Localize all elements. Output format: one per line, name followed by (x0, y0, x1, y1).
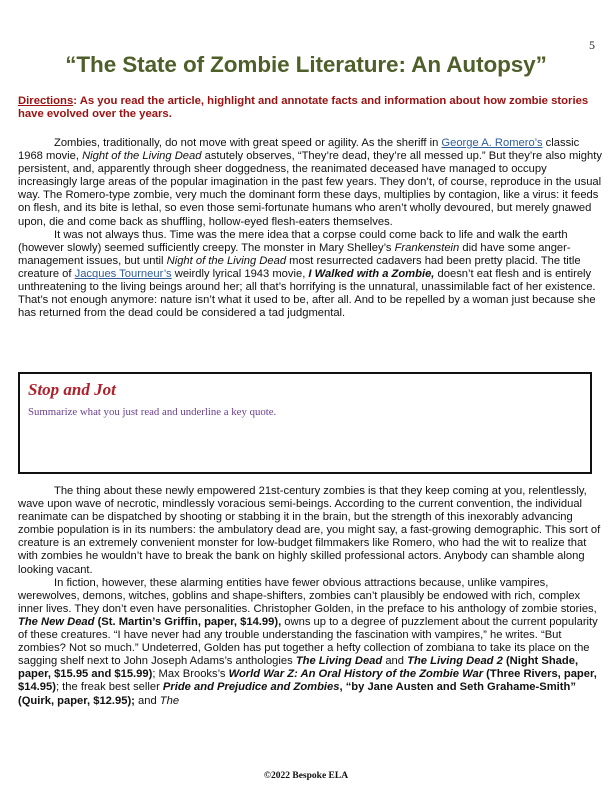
para1-text-3: astutely observes, “They’re dead, they’re all messed up.” But they’re also mighty persistent, and, apparently through sheer doggedness, the reanimated deceased have managed to occupy increasingly large areas of the popular imagination in the past few years. They don’t, of course, reproduce in the usual way. The Romero-type zombie, very much the dominant form these days, multiplies by contagion, like a virus: it feeds on flesh, and its bite is lethal, so even those semi-fortunate humans who aren’t wholly devoured, but merely gnawed upon, die and come back as shuffling, hollow-eyed flesh-eaters themselves. (18, 150, 602, 228)
para1-text-1: Zombies, traditionally, do not move with great speed or agility. As the sheriff in (54, 137, 442, 149)
para4-text-1: In fiction, however, these alarming entities have fewer obvious attractions because, unlike vampires, werewolves, demons, witches, goblins and shape-shifters, zombies can’t plausibly be endowed with rich, complex inner lives. They don’t even have personalities. Christopher Golden, in the preface to his anthology of zombie stories, (18, 576, 597, 615)
paragraph-4 (18, 577, 603, 708)
para2-movie-title: Night of the Living Dead (166, 254, 287, 267)
para4-new-dead-pub: (St. Martin’s Griffin, paper, $14.99), (94, 615, 282, 628)
article-title: “The State of Zombie Literature: An Autopsy” (65, 52, 547, 77)
para4-living-dead: The Living Dead (295, 655, 383, 668)
para4-pride-prejudice-pub: , “by Jane Austen and Seth Grahame-Smith” (Quirk, paper, $12.95); (18, 681, 576, 707)
para4-text-trailing: The (159, 694, 180, 707)
paragraph-1 (18, 137, 603, 229)
para1-movie-title: Night of the Living Dead (82, 150, 202, 163)
directions-text: : As you read the article, highlight and annotate facts and information about how zombie stories have evolved over the years. (18, 95, 589, 120)
article-body-part-2 (18, 485, 603, 708)
para4-pride-prejudice-zombies: Pride and Prejudice and Zombies (162, 681, 340, 694)
para4-new-dead: The New Dead (18, 615, 95, 628)
para2-frankenstein: Frankenstein (394, 241, 460, 254)
para4-living-dead-pub: (Night Shade, paper, $15.95 and $15.99) (18, 655, 579, 681)
para1-text-2: classic 1968 movie, (18, 137, 580, 163)
para2-text-2: did have some anger-management issues, but until (18, 241, 571, 267)
para2-walked-with-zombie: I Walked with a Zombie, (308, 267, 435, 280)
para4-world-war-z: World War Z: An Oral History of the Zombie War (228, 668, 484, 681)
para4-text-2: owns up to a degree of puzzlement about the current popularity of these creatures. “I have never had any trouble understanding the fascination with vampires,” he writes. “But zombies? Not so much.” Undeterred, Golden has put together a hefty collection of zombiana to take its place on the sagging shelf next to John Joseph Adams’s anthologies (18, 615, 598, 668)
directions (18, 95, 603, 121)
george-romero-link[interactable]: George A. Romero’s (441, 137, 543, 149)
para4-text-6: and (134, 694, 160, 707)
page-number: 5 (589, 38, 595, 52)
article-body-part-1 (18, 137, 603, 320)
directions-label: Directions (18, 95, 74, 107)
para4-world-war-z-pub: (Three Rivers, paper, $14.95) (18, 668, 597, 694)
para4-text-5: ; the freak best seller (55, 681, 163, 694)
para2-text-4: weirdly lyrical 1943 movie, (171, 267, 309, 280)
stop-and-jot-box[interactable] (18, 372, 592, 474)
paragraph-3 (18, 485, 603, 577)
stop-and-jot-title: Stop and Jot (28, 380, 116, 399)
para2-text-5: doesn’t eat flesh and is entirely unthreatening to the living beings around her; all that’s horrifying is the unnatural, unassimilable fact of her existence. That’s not enough anymore: nature isn’t what it used to be, after all. And to be repelled by a woman just because she has returned from the dead could be considered a tad judgmental. (18, 267, 596, 320)
para4-text-4: ; Max Brooks’s (152, 668, 229, 681)
jacques-tourneur-link[interactable]: Jacques Tourneur’s (74, 267, 172, 280)
para4-text-3: and (382, 655, 408, 668)
para2-text-3: most resurrected cadavers had been pretty placid. The title creature of (18, 254, 581, 280)
paragraph-2 (18, 229, 603, 321)
para2-text-1: It was not always thus. Time was the mere idea that a corpse could come back to life and walk the earth (however slowly) seemed sufficiently creepy. The monster in Mary Shelley’s (18, 228, 568, 254)
copyright-footer: ©2022 Bespoke ELA (263, 771, 349, 781)
para3-text-1: The thing about these newly empowered 21st-century zombies is that they keep coming at you, relentlessly, wave upon wave of necrotic, mindlessly voracious semi-beings. According to the current convention, the individual reanimate can be dispatched by shooting or stabbing it in the brain, but the strength of this inexorably advancing zombie population is in its numbers: the ambulatory dead are, you might say, a fast-growing demographic. This sort of creature is an extremely convenient monster for low-budget filmmakers like Romero, who had the wit to realize that with zombies he wouldn’t have to break the bank on highly skilled professional actors. Anybody can shamble along looking vacant. (18, 485, 601, 576)
stop-and-jot-prompt: Summarize what you just read and underline a key quote. (28, 406, 277, 418)
para4-living-dead-2: The Living Dead 2 (407, 655, 503, 668)
